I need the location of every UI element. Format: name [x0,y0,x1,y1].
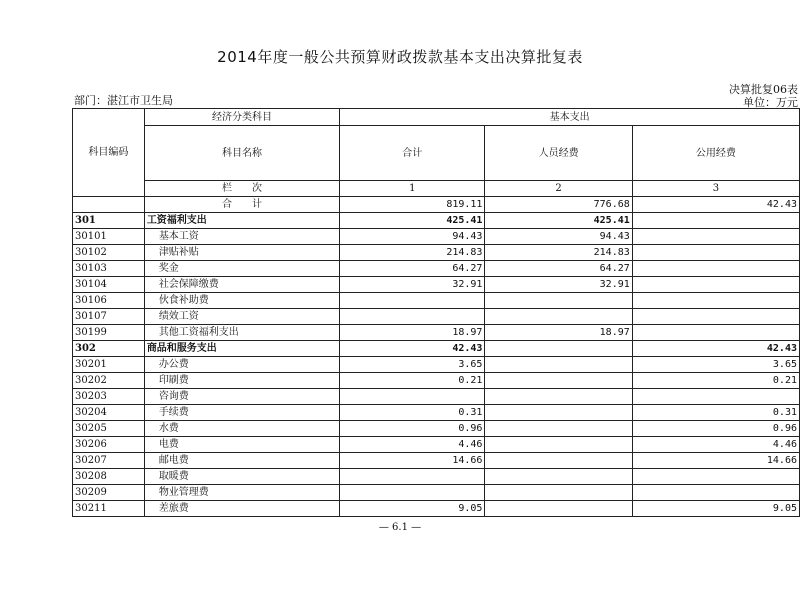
row-personnel [485,453,632,469]
table-row [73,325,800,341]
row-name: 印刷费 [144,373,339,389]
row-code: 30202 [73,373,145,389]
row-name: 差旅费 [144,501,339,517]
row-code: 30101 [73,229,145,245]
header-econ-class: 经济分类科目 [144,109,339,126]
row-personnel: 64.27 [485,261,632,277]
row-public [632,389,799,405]
row-total [340,293,485,309]
table-row [73,357,800,373]
row-name: 绩效工资 [144,309,339,325]
row-personnel: 214.83 [485,245,632,261]
row-total: 9.05 [340,501,485,517]
row-personnel [485,405,632,421]
row-total: 0.31 [340,405,485,421]
row-code: 302 [73,341,145,357]
row-total: 32.91 [340,277,485,293]
row-public [632,213,799,229]
sum-total: 819.11 [340,197,485,213]
header-code: 科目编码 [73,109,145,197]
table-row [73,213,800,229]
row-name: 办公费 [144,357,339,373]
sum-personnel: 776.68 [485,197,632,213]
row-total [340,469,485,485]
row-public: 0.96 [632,421,799,437]
row-total [340,485,485,501]
row-total [340,309,485,325]
table-row [73,293,800,309]
row-name: 邮电费 [144,453,339,469]
row-total: 0.96 [340,421,485,437]
row-public: 42.43 [632,341,799,357]
row-total: 3.65 [340,357,485,373]
row-code: 30206 [73,437,145,453]
header-public: 公用经费 [632,126,799,181]
row-code: 30201 [73,357,145,373]
row-total: 94.43 [340,229,485,245]
row-name: 咨询费 [144,389,339,405]
document-title: 2014年度一般公共预算财政拨款基本支出决算批复表 [217,48,583,66]
row-personnel [485,373,632,389]
row-public [632,277,799,293]
budget-table [72,108,800,517]
table-row [73,261,800,277]
row-personnel [485,421,632,437]
row-name: 物业管理费 [144,485,339,501]
row-code: 30107 [73,309,145,325]
row-personnel [485,293,632,309]
header-col2: 2 [485,181,632,197]
row-total: 0.21 [340,373,485,389]
row-code: 30203 [73,389,145,405]
table-row [73,245,800,261]
row-total: 64.27 [340,261,485,277]
row-personnel: 18.97 [485,325,632,341]
header-personnel: 人员经费 [485,126,632,181]
row-personnel: 32.91 [485,277,632,293]
row-name: 商品和服务支出 [144,341,339,357]
row-code: 30204 [73,405,145,421]
row-code: 30103 [73,261,145,277]
row-name: 奖金 [144,261,339,277]
row-code: 30106 [73,293,145,309]
row-public [632,325,799,341]
sum-public: 42.43 [632,197,799,213]
row-name: 津贴补贴 [144,245,339,261]
table-row [73,405,800,421]
row-name: 其他工资福利支出 [144,325,339,341]
row-personnel [485,469,632,485]
row-code: 30209 [73,485,145,501]
row-name: 伙食补助费 [144,293,339,309]
row-public: 4.46 [632,437,799,453]
row-public: 14.66 [632,453,799,469]
row-name: 手续费 [144,405,339,421]
row-name: 基本工资 [144,229,339,245]
row-total: 214.83 [340,245,485,261]
row-code: 301 [73,213,145,229]
header-col3: 3 [632,181,799,197]
row-public [632,309,799,325]
row-public [632,245,799,261]
row-name: 工资福利支出 [144,213,339,229]
row-personnel: 94.43 [485,229,632,245]
row-total [340,389,485,405]
row-public: 0.21 [632,373,799,389]
unit-label: 单位：万元 [743,96,798,109]
row-code: 30199 [73,325,145,341]
table-row [73,453,800,469]
table-row [73,309,800,325]
row-public [632,229,799,245]
row-personnel [485,341,632,357]
header-basic: 基本支出 [340,109,800,126]
row-code: 30207 [73,453,145,469]
row-total: 14.66 [340,453,485,469]
row-code: 30102 [73,245,145,261]
row-personnel [485,357,632,373]
row-public: 9.05 [632,501,799,517]
table-code-block [729,83,798,109]
table-row [73,469,800,485]
row-public: 0.31 [632,405,799,421]
row-name: 取暖费 [144,469,339,485]
row-name: 社会保障缴费 [144,277,339,293]
table-row [73,277,800,293]
department-label: 部门：湛江市卫生局 [74,94,173,107]
row-personnel [485,485,632,501]
table-code: 决算批复06表 [729,83,798,96]
sum-code [73,197,145,213]
row-personnel [485,501,632,517]
row-public: 3.65 [632,357,799,373]
table-row [73,373,800,389]
header-lanci: 栏 次 [144,181,339,197]
row-name: 水费 [144,421,339,437]
row-public [632,485,799,501]
page-number: — 6.1 — [378,522,422,533]
row-personnel [485,309,632,325]
row-personnel [485,437,632,453]
header-name: 科目名称 [144,126,339,181]
row-code: 30205 [73,421,145,437]
row-personnel: 425.41 [485,213,632,229]
row-code: 30208 [73,469,145,485]
sum-label: 合 计 [144,197,339,213]
header-total: 合计 [340,126,485,181]
row-public [632,293,799,309]
row-code: 30211 [73,501,145,517]
table-row [73,421,800,437]
row-total: 425.41 [340,213,485,229]
row-personnel [485,389,632,405]
table-row [73,389,800,405]
table-row [73,229,800,245]
row-name: 电费 [144,437,339,453]
row-public [632,469,799,485]
row-code: 30104 [73,277,145,293]
row-public [632,261,799,277]
table-row [73,485,800,501]
table-row [73,341,800,357]
row-total: 42.43 [340,341,485,357]
row-total: 4.46 [340,437,485,453]
row-total: 18.97 [340,325,485,341]
table-row [73,437,800,453]
header-col1: 1 [340,181,485,197]
table-row [73,501,800,517]
